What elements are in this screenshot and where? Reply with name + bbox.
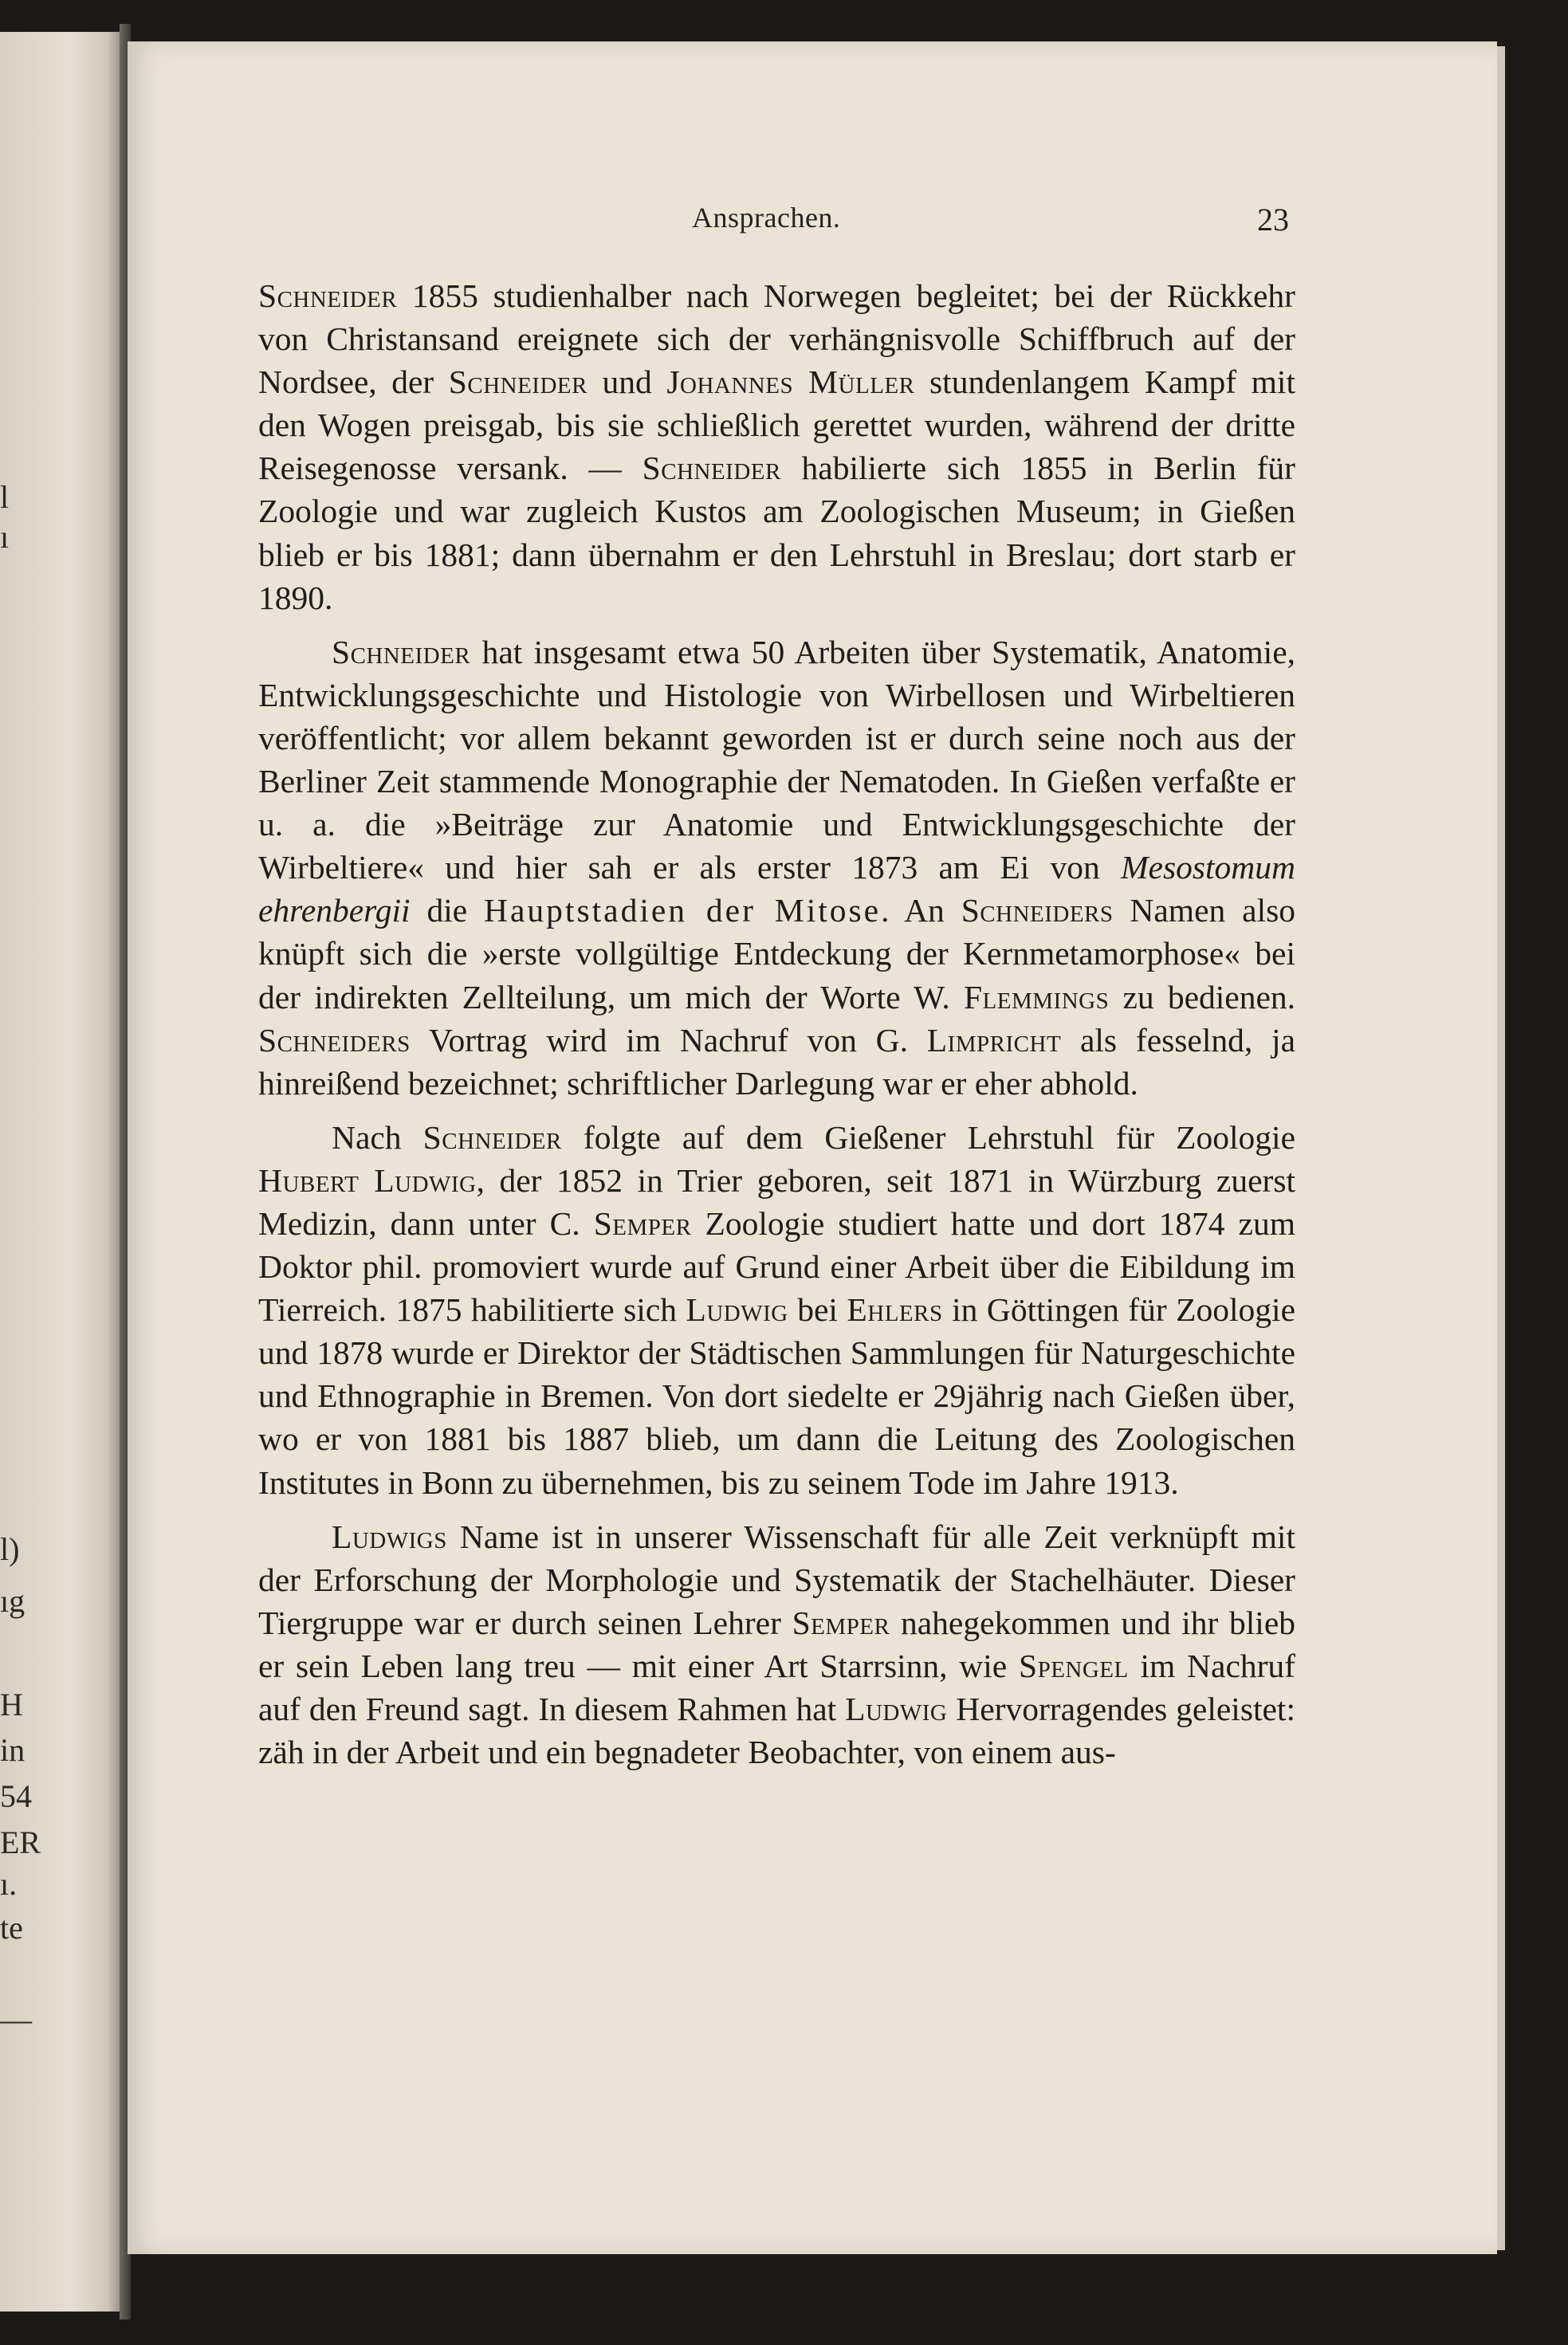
facing-page-fragment: ı	[0, 519, 10, 555]
text-run: Nach	[332, 1118, 423, 1156]
person-name: Ludwig	[845, 1691, 948, 1727]
person-name: Schneider	[642, 450, 781, 487]
text-run: 1855 studienhalber nach Norwegen begleitet; bei der Rückkehr von Christansand ereignete sich der verhängnisvolle Schiffbruch auf der Nordsee, der	[258, 277, 1295, 401]
person-name: Schneiders	[961, 892, 1114, 929]
species-name: Mesostomum ehrenbergii	[258, 849, 1295, 929]
text-run: Hervorragendes geleistet: zäh in der Arbeit und ein begnadeter Beobachter, von einem aus-	[258, 1691, 1295, 1771]
facing-page-fragment: 54	[0, 1778, 32, 1814]
person-name: Hubert Ludwig	[258, 1161, 477, 1199]
text-run: Name ist in unserer Wissenschaft für alle Zeit verknüpft mit der Erforschung der Morphologie und Systematik der Stachelhäuter. Dieser Tiergruppe war er durch seinen Lehrer	[258, 1518, 1295, 1641]
person-name: Schneider	[258, 277, 398, 314]
text-run: stundenlangem Kampf mit den Wogen preisgab, bis sie schließlich gerettet wurden, während der dritte Reisegenosse versank. —	[258, 363, 1295, 487]
person-name: Schneider	[448, 363, 588, 401]
paragraph	[258, 1116, 1295, 1504]
text-run: nahegekommen und ihr blieb er sein Leben lang treu — mit einer Art Starrsinn, wie	[258, 1604, 1295, 1684]
text-run: . An	[881, 892, 961, 929]
facing-page-fragment: in	[0, 1732, 26, 1768]
text-run: zu bedienen.	[1109, 978, 1295, 1015]
text-run: Zoologie studiert hatte und dort 1874 zum Doktor phil. promoviert wurde auf Grund einer Arbeit über die Eibildung im Tierreich. 1875 habilitierte sich	[258, 1204, 1295, 1329]
text-run: und	[587, 363, 667, 401]
page-number: 23	[1257, 202, 1289, 238]
person-name: Ludwig	[686, 1291, 788, 1329]
paragraph	[258, 1515, 1295, 1774]
text-run: bei	[788, 1291, 847, 1329]
person-name: Ehlers	[847, 1291, 943, 1329]
book-page	[128, 41, 1497, 2254]
person-name: Semper	[792, 1604, 890, 1641]
emphasis-text: Hauptstadien der Mitose	[484, 892, 882, 929]
body-text	[258, 274, 1295, 1785]
person-name: Schneider	[422, 1118, 562, 1156]
facing-page-fragment: —	[0, 2001, 32, 2037]
facing-page-fragment: H	[0, 1687, 23, 1722]
person-name: Spengel	[1018, 1647, 1129, 1684]
text-run: im Nachruf auf den Freund sagt. In diesem Rahmen hat	[258, 1647, 1295, 1727]
facing-page-fragment: l)	[0, 1531, 20, 1567]
facing-page-fragment: te	[0, 1910, 23, 1946]
person-name: Schneider	[332, 633, 471, 670]
text-run: habilierte sich 1855 in Berlin für Zoologie und war zugleich Kustos am Zoologischen Museum; in Gießen blieb er bis 1881; dann übernahm er den Lehrstuhl in Breslau; dort starb er 1890.	[258, 450, 1295, 616]
text-run: , der 1852 in Trier geboren, seit 1871 in Würzburg zuerst Medizin, dann unter C.	[258, 1161, 1295, 1242]
text-run: als fesselnd, ja hinreißend bezeichnet; schriftlicher Darlegung war er eher abhold.	[258, 1021, 1295, 1102]
facing-page-edge	[0, 32, 120, 2312]
text-run: Namen also knüpft sich die »erste vollgültige Entdeckung der Kernmetamorphose« bei der indirekten Zellteilung, um mich der Worte W.	[258, 892, 1295, 1015]
text-run: Vortrag wird im Nachruf von G.	[410, 1021, 927, 1059]
running-head-title: Ansprachen.	[692, 202, 841, 234]
facing-page-fragment: ı.	[0, 1866, 18, 1902]
paragraph	[258, 274, 1295, 619]
person-name: Ludwigs	[332, 1518, 447, 1555]
person-name: Flemmings	[963, 978, 1110, 1015]
person-name: Limpricht	[926, 1021, 1062, 1059]
text-run: die	[410, 892, 485, 929]
facing-page-fragment: ER	[0, 1825, 41, 1860]
text-run: folgte auf dem Gießener Lehrstuhl für Zoologie	[561, 1118, 1296, 1156]
person-name: Semper	[593, 1204, 692, 1242]
paragraph	[258, 630, 1295, 1105]
person-name: Johannes Müller	[666, 363, 915, 401]
facing-page-fragment: ıg	[0, 1583, 26, 1619]
facing-page-fragment: l	[0, 479, 10, 515]
page-edge	[1497, 46, 1505, 2250]
text-run: hat insgesamt etwa 50 Arbeiten über Systematik, Anatomie, Entwicklungsgeschichte und Histologie von Wirbellosen und Wirbeltieren veröffentlicht; vor allem bekannt geworden ist er durch seine noch aus der Berliner Zeit stammende Monographie der Nematoden. In Gießen verfaßte er u. a. die »Beiträge zur Anatomie und Entwicklungsgeschichte der Wirbeltiere« und hier sah er als erster 1873 am Ei von	[258, 633, 1295, 886]
person-name: Schneiders	[258, 1021, 411, 1059]
text-run: in Göttingen für Zoologie und 1878 wurde er Direktor der Städtischen Sammlungen für Naturgeschichte und Ethnographie in Bremen. Von dort siedelte er 29jährig nach Gießen über, wo er von 1881 bis 1887 blieb, um dann die Leitung des Zoologischen Institutes in Bonn zu übernehmen, bis zu seinem Tode im Jahre 1913.	[258, 1291, 1296, 1501]
